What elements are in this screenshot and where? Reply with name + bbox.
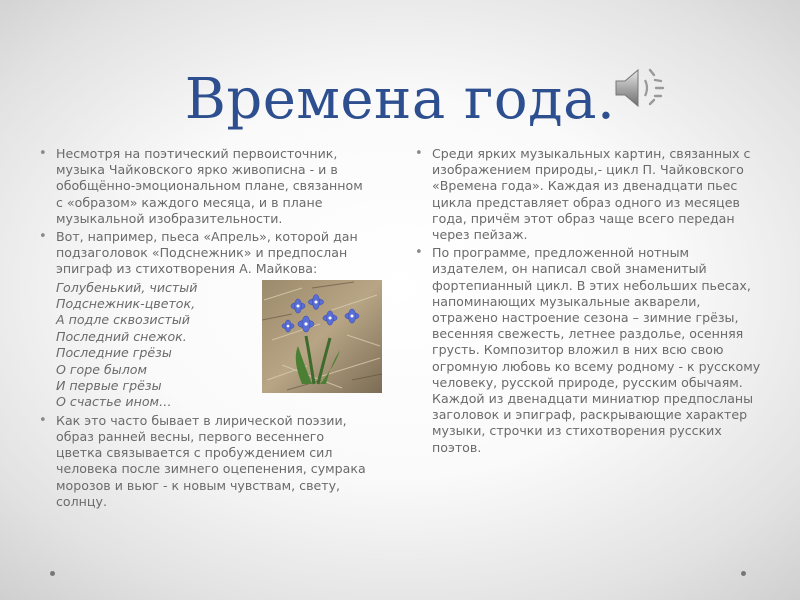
corner-dot-left — [50, 571, 55, 576]
poem-line: О горе былом — [56, 361, 147, 377]
speaker-icon[interactable] — [612, 66, 672, 110]
left-bullet-2: • Вот, например, пьеса «Апрель», которой дан подзаголовок «Подснежник» и предпослан эпиграф из стихотворения А. Майкова: — [38, 229, 370, 278]
corner-dot-right — [741, 571, 746, 576]
poem-line: Последние грёзы — [56, 345, 172, 361]
poem-line: Подснежник-цветок, — [56, 296, 196, 312]
right-bullet-2: • По программе, предложенной нотным издателем, он написал свой знаменитый фортепианный цикл. В этих небольших пьесах, напоминающих музыкальные акварели, отражено настроение сезона – зимние грёзы, весенняя свежесть, летнее раздолье, осенняя грусть. Композитор вложил в них всю свою огромную любовь ко всему родному - к русскому человеку, русской природе, русским обычаям. Каждой из двенадцати миниатюр предпосланы заголовок и эпиграф, раскрывающие характер музыки, строчки из стихотворения русских поэтов. — [414, 245, 764, 456]
right-bullet-1: • Среди ярких музыкальных картин, связанных с изображением природы,- цикл П. Чайковского «Времена года». Каждая из двенадцати пьес цикла представляет образ одного из месяцев года, причём этот образ чаще всего передан через пейзаж. — [414, 146, 764, 243]
poem-line: И первые грёзы — [56, 378, 162, 394]
poem-line: Голубенький, чистый — [56, 279, 198, 295]
poem-line: О счастье ином… — [56, 394, 172, 410]
poem-line: Последний снежок. — [56, 328, 187, 344]
poem-line: А подле сквозистый — [56, 312, 190, 328]
slide-title: Времена года. — [184, 67, 616, 132]
snowdrop-flower-photo — [262, 280, 382, 393]
right-column — [414, 146, 764, 458]
poem-epigraph — [38, 280, 256, 411]
left-bullet-1: • Несмотря на поэтический первоисточник, музыка Чайковского ярко живописна - и в обобщённо-эмоциональном плане, связанном с «образом» каждого месяца, и в плане музыкальной изобразительности. — [38, 146, 370, 227]
left-bullet-3: • Как это часто бывает в лирической поэзии, образ ранней весны, первого весеннего цветка связывается с пробуждением сил человека после зимнего оцепенения, сумрака морозов и вьюг - к новым чувствам, свету, солнцу. — [38, 413, 370, 510]
